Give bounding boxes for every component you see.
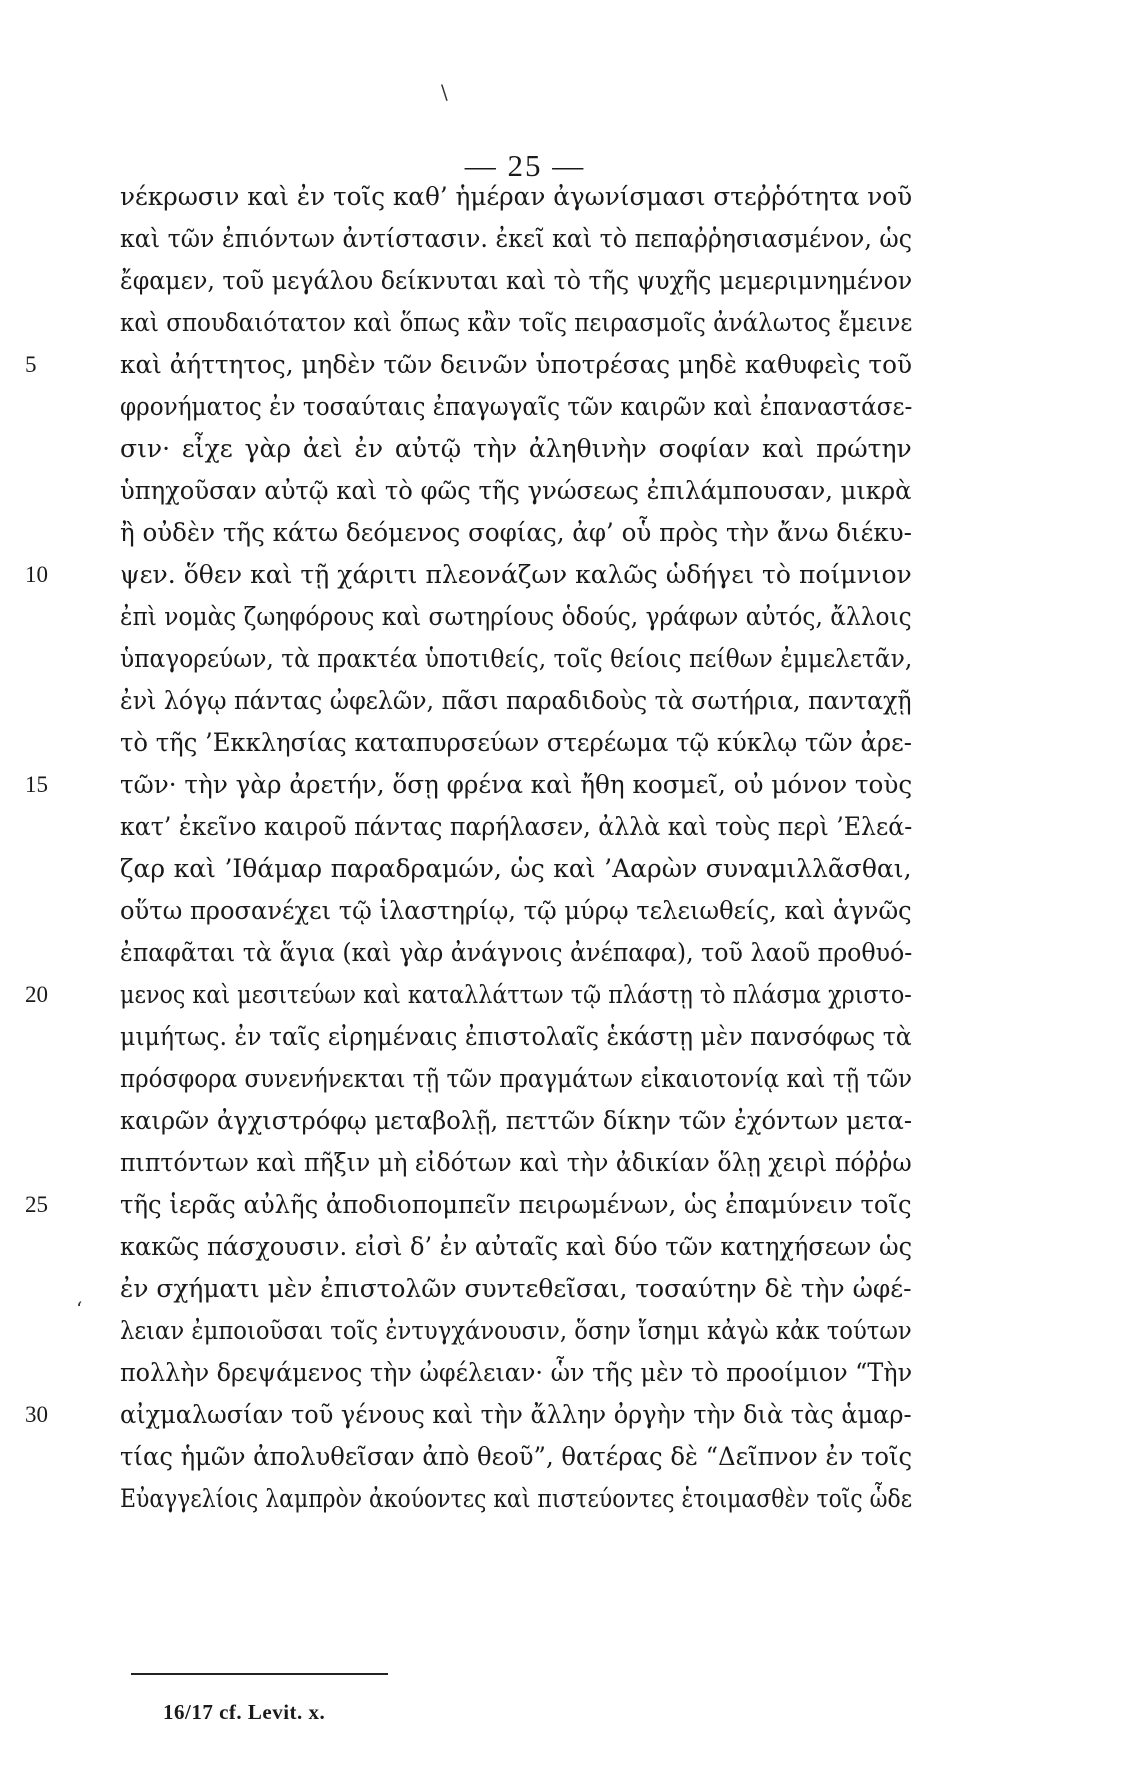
text-line [120, 680, 912, 722]
line-text: ἢ οὐδὲν τῆς κάτω δεόμενος σοφίας, ἀφ’ οὗ πρὸς τὴν ἄνω διέκυ- [120, 518, 912, 547]
line-text: ἐπαφᾶται τὰ ἅγια (καὶ γὰρ ἀνάγνοις ἀνέπαφα), τοῦ λαοῦ προθυό- [120, 938, 913, 967]
text-line [120, 302, 912, 344]
line-text: ζαρ καὶ ’Ιθάμαρ παραδραμών, ὡς καὶ ’Ααρὼν συναμιλλᾶσθαι, [120, 854, 912, 883]
line-text: μιμήτως. ἐν ταῖς εἰρημέναις ἐπιστολαῖς ἑκάστῃ μὲν πανσόφως τὰ [120, 1022, 912, 1051]
line-text: τὸ τῆς ’Εκκλησίας καταπυρσεύων στερέωμα τῷ κύκλῳ τῶν ἀρε- [120, 728, 912, 757]
footnote-rule [131, 1673, 388, 1675]
line-text: ἐπὶ νομὰς ζωηφόρους καὶ σωτηρίους ὁδούς, γράφων αὐτός, ἄλλοις [120, 602, 912, 631]
line-text: καὶ τῶν ἐπιόντων ἀντίστασιν. ἐκεῖ καὶ τὸ πεπαῤῥησιασμένον, ὡς [120, 224, 912, 253]
line-number: 20 [25, 982, 48, 1007]
line-text: ὑπαγορεύων, τὰ πρακτέα ὑποτιθείς, τοῖς θείοις πείθων ἐμμελετᾶν, [120, 644, 913, 673]
line-text: λειαν ἐμποιοῦσαι τοῖς ἐντυγχάνουσιν, ὅσην ἴσημι κἀγὼ κἀκ τούτων [120, 1316, 912, 1345]
text-line [120, 1436, 912, 1478]
line-text: σιν· εἶχε γὰρ ἀεὶ ἐν αὐτῷ τὴν ἀληθινὴν σοφίαν καὶ πρώτην [120, 434, 912, 463]
line-number: 25 [25, 1192, 48, 1217]
text-line [120, 470, 912, 512]
stray-ink-mark: \ [441, 80, 448, 104]
line-text: κακῶς πάσχουσιν. εἰσὶ δ’ ἐν αὐταῖς καὶ δύο τῶν κατηχήσεων ὡς [120, 1232, 913, 1261]
page-number: — 25 — [464, 148, 586, 183]
text-line [120, 638, 912, 680]
text-line [120, 1352, 912, 1394]
line-text: τίας ἡμῶν ἀπολυθεῖσαν ἀπὸ θεοῦ”, θατέρας δὲ “Δεῖπνον ἐν τοῖς [120, 1442, 913, 1471]
line-text: ἐνὶ λόγῳ πάντας ὠφελῶν, πᾶσι παραδιδοὺς τὰ σωτήρια, πανταχῇ [120, 686, 912, 715]
line-text: καὶ σπουδαιότατον καὶ ὅπως κἂν τοῖς πειρασμοῖς ἀνάλωτος ἔμεινε [120, 308, 913, 337]
text-line [120, 1268, 912, 1310]
text-line [25, 1394, 912, 1436]
text-line [120, 218, 912, 260]
line-text: πιπτόντων καὶ πῆξιν μὴ εἰδότων καὶ τὴν ἀδικίαν ὅλῃ χειρὶ πόῤῥω [120, 1148, 912, 1177]
text-line [120, 1100, 912, 1142]
text-line [25, 974, 912, 1016]
margin-mark: ʻ [76, 1297, 83, 1321]
line-text: φρονήματος ἐν τοσαύταις ἐπαγωγαῖς τῶν καιρῶν καὶ ἐπαναστάσε- [120, 392, 913, 421]
line-text: αἰχμαλωσίαν τοῦ γένους καὶ τὴν ἄλλην ὀργὴν τὴν διὰ τὰς ἁμαρ- [120, 1400, 912, 1429]
line-text: ὑπηχοῦσαν αὐτῷ καὶ τὸ φῶς τῆς γνώσεως ἐπιλάμπουσαν, μικρὰ [120, 476, 912, 505]
line-text: τῆς ἱερᾶς αὐλῆς ἀποδιοπομπεῖν πειρωμένων, ὡς ἐπαμύνειν τοῖς [120, 1190, 912, 1219]
text-line [120, 1058, 912, 1100]
text-line [120, 1016, 912, 1058]
line-text: ψεν. ὅθεν καὶ τῇ χάριτι πλεονάζων καλῶς ὡδήγει τὸ ποίμνιον [120, 560, 912, 589]
line-text: τῶν· τὴν γὰρ ἀρετήν, ὅσῃ φρένα καὶ ἤθη κοσμεῖ, οὐ μόνον τοὺς [120, 770, 913, 799]
line-text: καιρῶν ἀγχιστρόφῳ μεταβολῇ, πεττῶν δίκην τῶν ἐχόντων μετα- [120, 1106, 912, 1135]
line-text: πολλὴν δρεψάμενος τὴν ὠφέλειαν· ὧν τῆς μὲν τὸ προοίμιον “Τὴν [120, 1358, 913, 1387]
line-number: 15 [25, 772, 48, 797]
line-text: ἐν σχήματι μὲν ἐπιστολῶν συντεθεῖσαι, τοσαύτην δὲ τὴν ὠφέ- [120, 1274, 912, 1303]
text-line [120, 428, 912, 470]
text-line [120, 890, 912, 932]
text-line [120, 260, 912, 302]
line-number: 30 [25, 1402, 48, 1427]
text-line [120, 596, 912, 638]
text-line [120, 722, 912, 764]
line-text: ἔφαμεν, τοῦ μεγάλου δείκνυται καὶ τὸ τῆς ψυχῆς μεμεριμνημένον [120, 266, 913, 295]
text-line [25, 1184, 912, 1226]
line-number: 5 [25, 352, 37, 377]
text-line [120, 1142, 912, 1184]
text-line [120, 1478, 912, 1520]
line-text: νέκρωσιν καὶ ἐν τοῖς καθ’ ἡμέραν ἀγωνίσμασι στεῤῥότητα νοῦ [120, 182, 913, 211]
line-text: καὶ ἀήττητος, μηδὲν τῶν δεινῶν ὑποτρέσας μηδὲ καθυφεὶς τοῦ [120, 350, 913, 379]
text-line [120, 932, 912, 974]
text-line [120, 806, 912, 848]
text-line [120, 1310, 912, 1352]
line-text: Εὐαγγελίοις λαμπρὸν ἀκούοντες καὶ πιστεύοντες ἑτοιμασθὲν τοῖς ὧδε [120, 1484, 913, 1513]
text-line [120, 848, 912, 890]
text-line [120, 512, 912, 554]
text-line [25, 344, 913, 386]
text-line [25, 554, 912, 596]
text-line [120, 1226, 912, 1268]
text-line [25, 764, 913, 806]
line-text: οὕτω προσανέχει τῷ ἱλαστηρίῳ, τῷ μύρῳ τελειωθείς, καὶ ἁγνῶς [120, 896, 912, 925]
text-line [120, 176, 912, 218]
line-text: κατ’ ἐκεῖνο καιροῦ πάντας παρήλασεν, ἀλλὰ καὶ τοὺς περὶ ’Ελεά- [120, 812, 913, 841]
footnote: 16/17 cf. Levit. x. [163, 1700, 326, 1724]
text-line [120, 386, 912, 428]
body-text [25, 176, 913, 1520]
line-text: πρόσφορα συνενήνεκται τῇ τῶν πραγμάτων εἰκαιοτονίᾳ καὶ τῇ τῶν [120, 1064, 912, 1093]
line-number: 10 [25, 562, 48, 587]
line-text: μενος καὶ μεσιτεύων καὶ καταλλάττων τῷ πλάστῃ τὸ πλάσμα χριστο- [120, 980, 912, 1009]
